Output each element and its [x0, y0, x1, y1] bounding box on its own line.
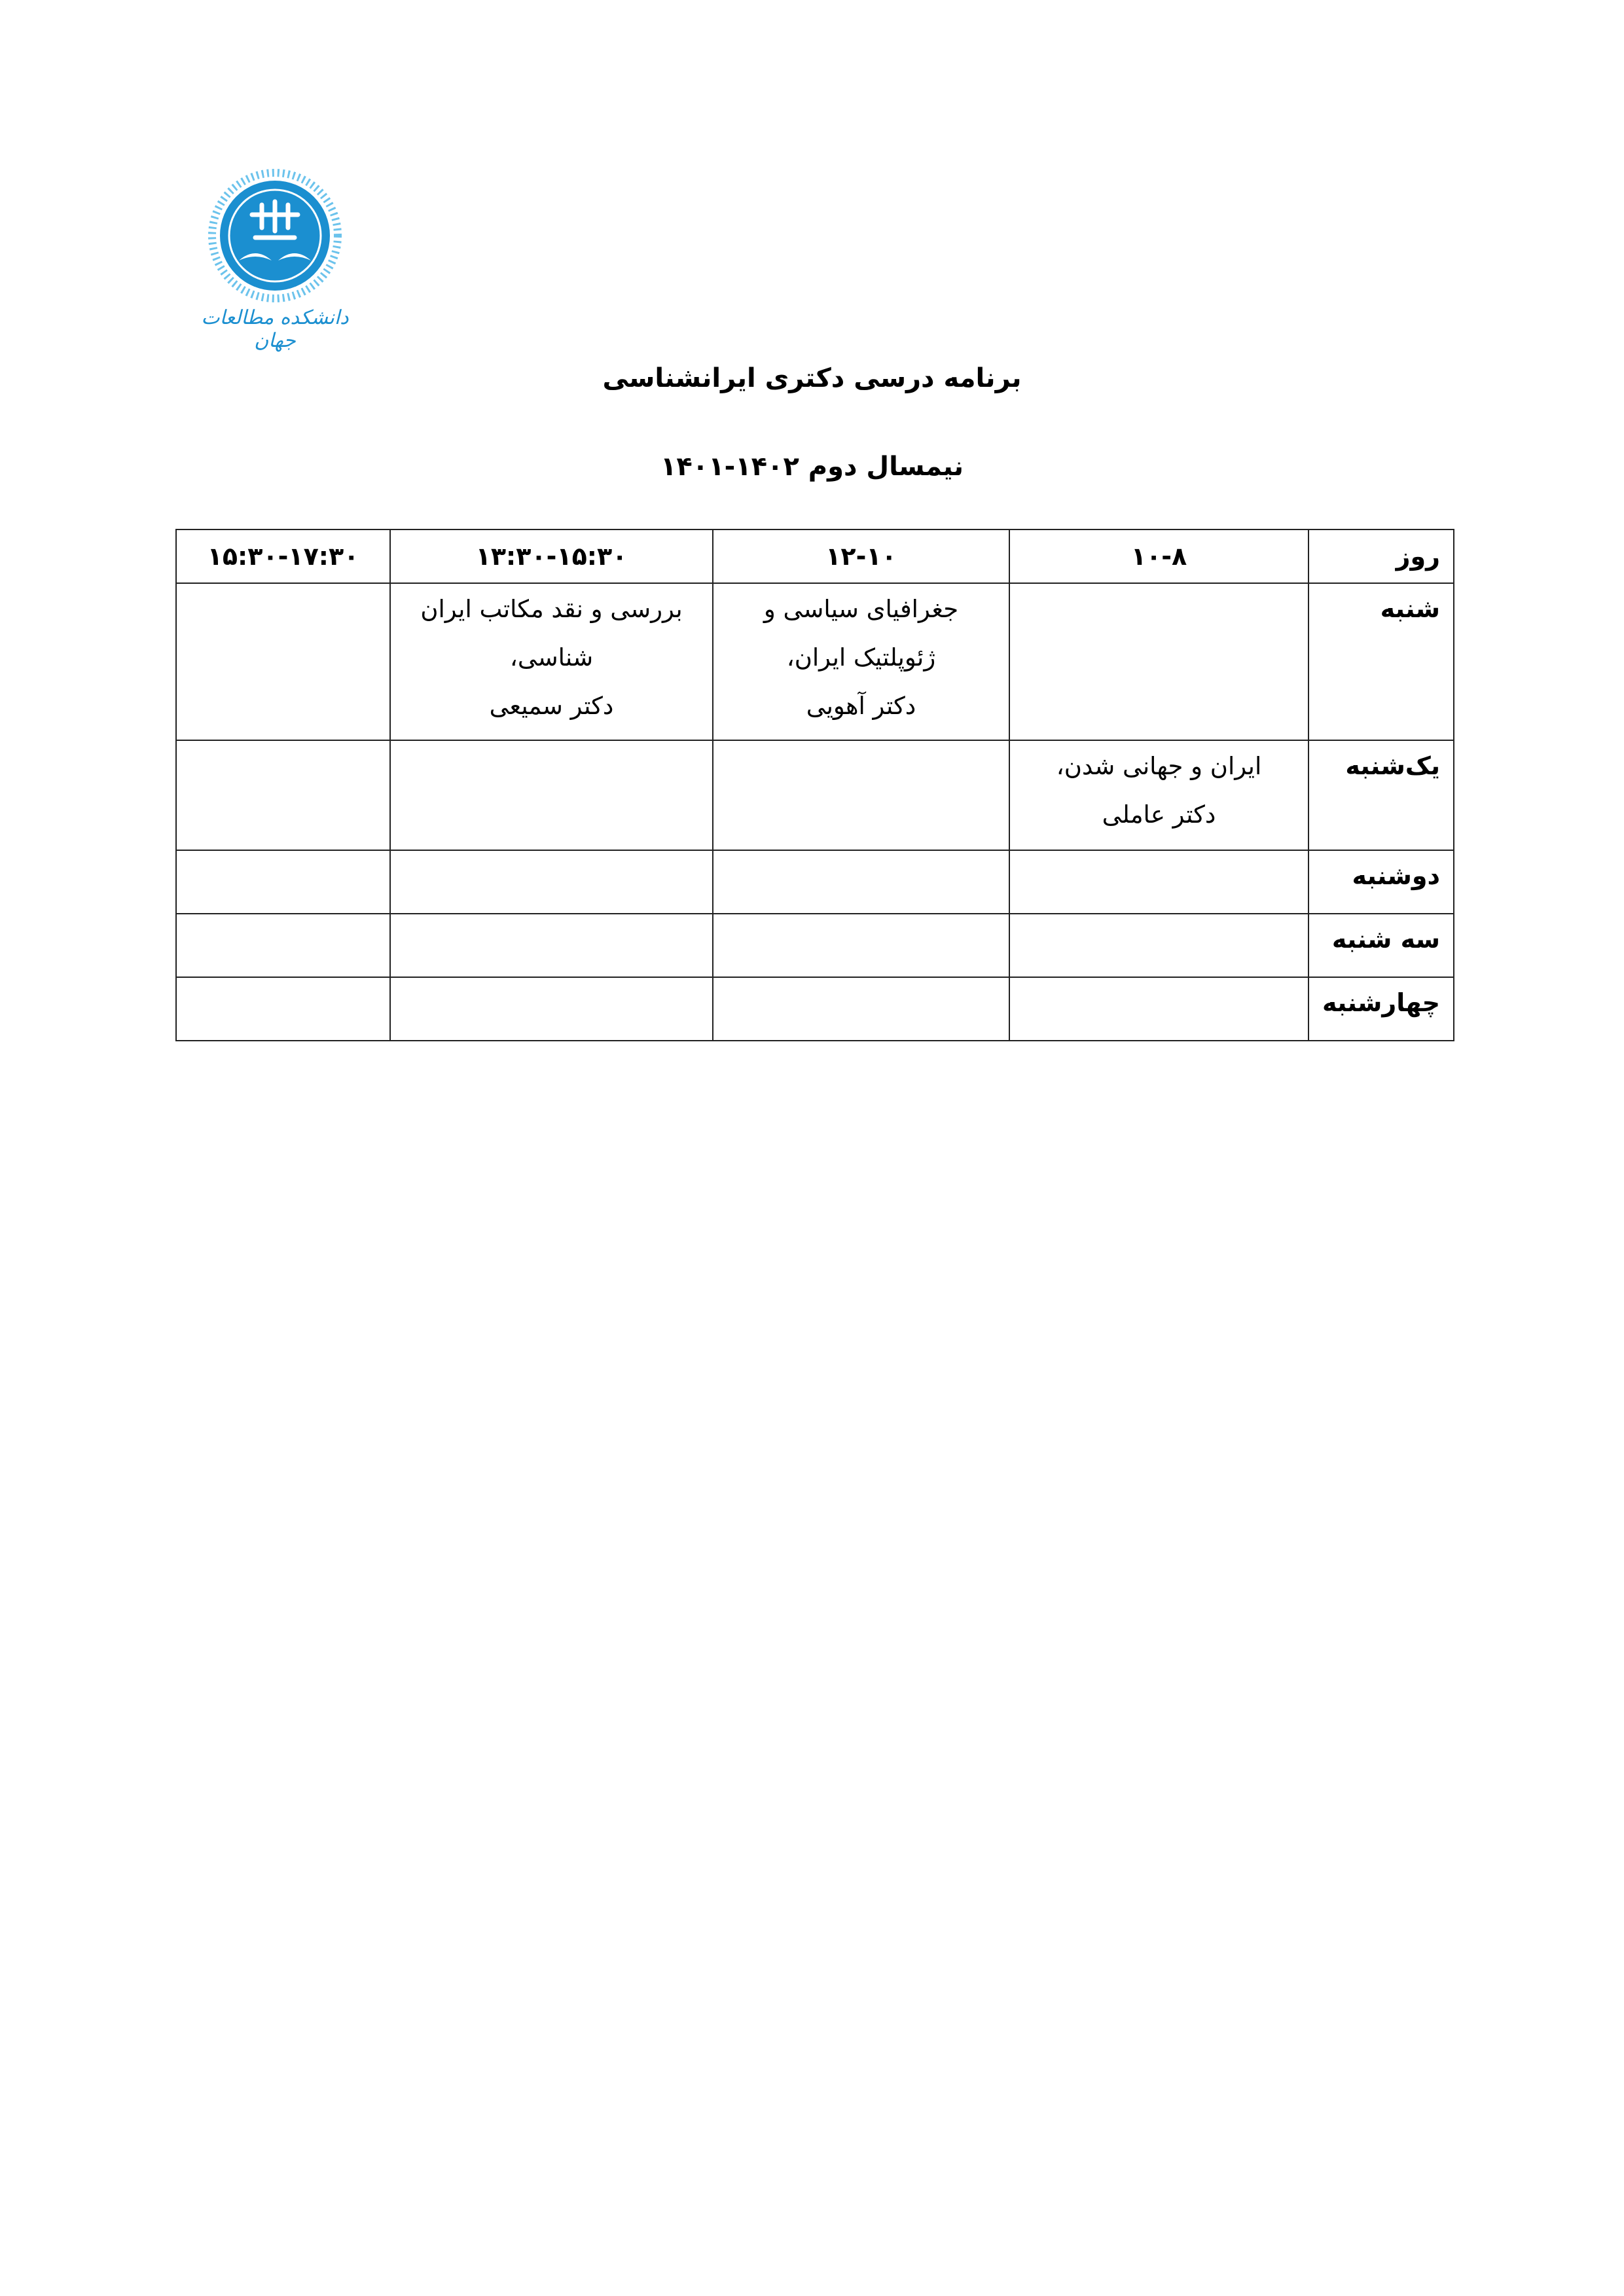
- logo-caption: دانشکده مطالعات جهان: [201, 306, 349, 352]
- day-cell: شنبه: [1308, 583, 1454, 740]
- course-cell: [1009, 740, 1308, 850]
- course-cell: [1009, 914, 1308, 977]
- course-cell: [1009, 850, 1308, 914]
- page-subtitle: نیمسال دوم ۱۴۰۲-۱۴۰۱: [660, 452, 964, 482]
- course-cell: [176, 850, 390, 914]
- schedule-table: [175, 529, 1454, 1041]
- table-row: [176, 850, 1454, 914]
- course-cell: [390, 850, 713, 914]
- course-cell: [176, 583, 390, 740]
- course-instructor: دکتر عاملی: [1102, 800, 1216, 829]
- course-cell: [390, 914, 713, 977]
- course-cell: [713, 740, 1009, 850]
- column-header-slot-2: ۱۲-۱۰: [713, 529, 1009, 583]
- course-cell: [1009, 583, 1308, 740]
- course-cell: [390, 977, 713, 1041]
- course-cell: [713, 850, 1009, 914]
- column-header-slot-3: ۱۳:۳۰-۱۵:۳۰: [390, 529, 713, 583]
- table-row: [176, 740, 1454, 850]
- table-row: [176, 977, 1454, 1041]
- page-title: برنامه درسی دکتری ایرانشناسی: [602, 363, 1022, 393]
- table-row: [176, 914, 1454, 977]
- table-header-row: [176, 529, 1454, 583]
- course-cell: [176, 914, 390, 977]
- course-cell: [176, 740, 390, 850]
- course-cell: [390, 740, 713, 850]
- day-cell: سه شنبه: [1308, 914, 1454, 977]
- course-title-line: بررسی و نقد مکاتب ایران: [420, 595, 683, 623]
- course-cell: [713, 914, 1009, 977]
- day-cell: یک‌شنبه: [1308, 740, 1454, 850]
- course-title-line: شناسی،: [509, 643, 594, 672]
- course-title-line: جغرافیای سیاسی و: [763, 595, 959, 623]
- column-header-slot-1: ۱۰-۸: [1009, 529, 1308, 583]
- course-title-line: ایران و جهانی شدن،: [1056, 752, 1262, 780]
- course-cell: [1009, 977, 1308, 1041]
- course-cell: [176, 977, 390, 1041]
- course-title-line: ژئوپلتیک ایران،: [786, 643, 936, 672]
- course-instructor: دکتر سمیعی: [489, 692, 614, 720]
- column-header-slot-4: ۱۵:۳۰-۱۷:۳۰: [176, 529, 390, 583]
- column-header-day: روز: [1308, 529, 1454, 583]
- course-cell: [713, 977, 1009, 1041]
- table-row: [176, 583, 1454, 740]
- day-cell: دوشنبه: [1308, 850, 1454, 914]
- course-cell: [713, 583, 1009, 740]
- course-instructor: دکتر آهویی: [806, 692, 916, 720]
- course-cell: [390, 583, 713, 740]
- day-cell: چهارشنبه: [1308, 977, 1454, 1041]
